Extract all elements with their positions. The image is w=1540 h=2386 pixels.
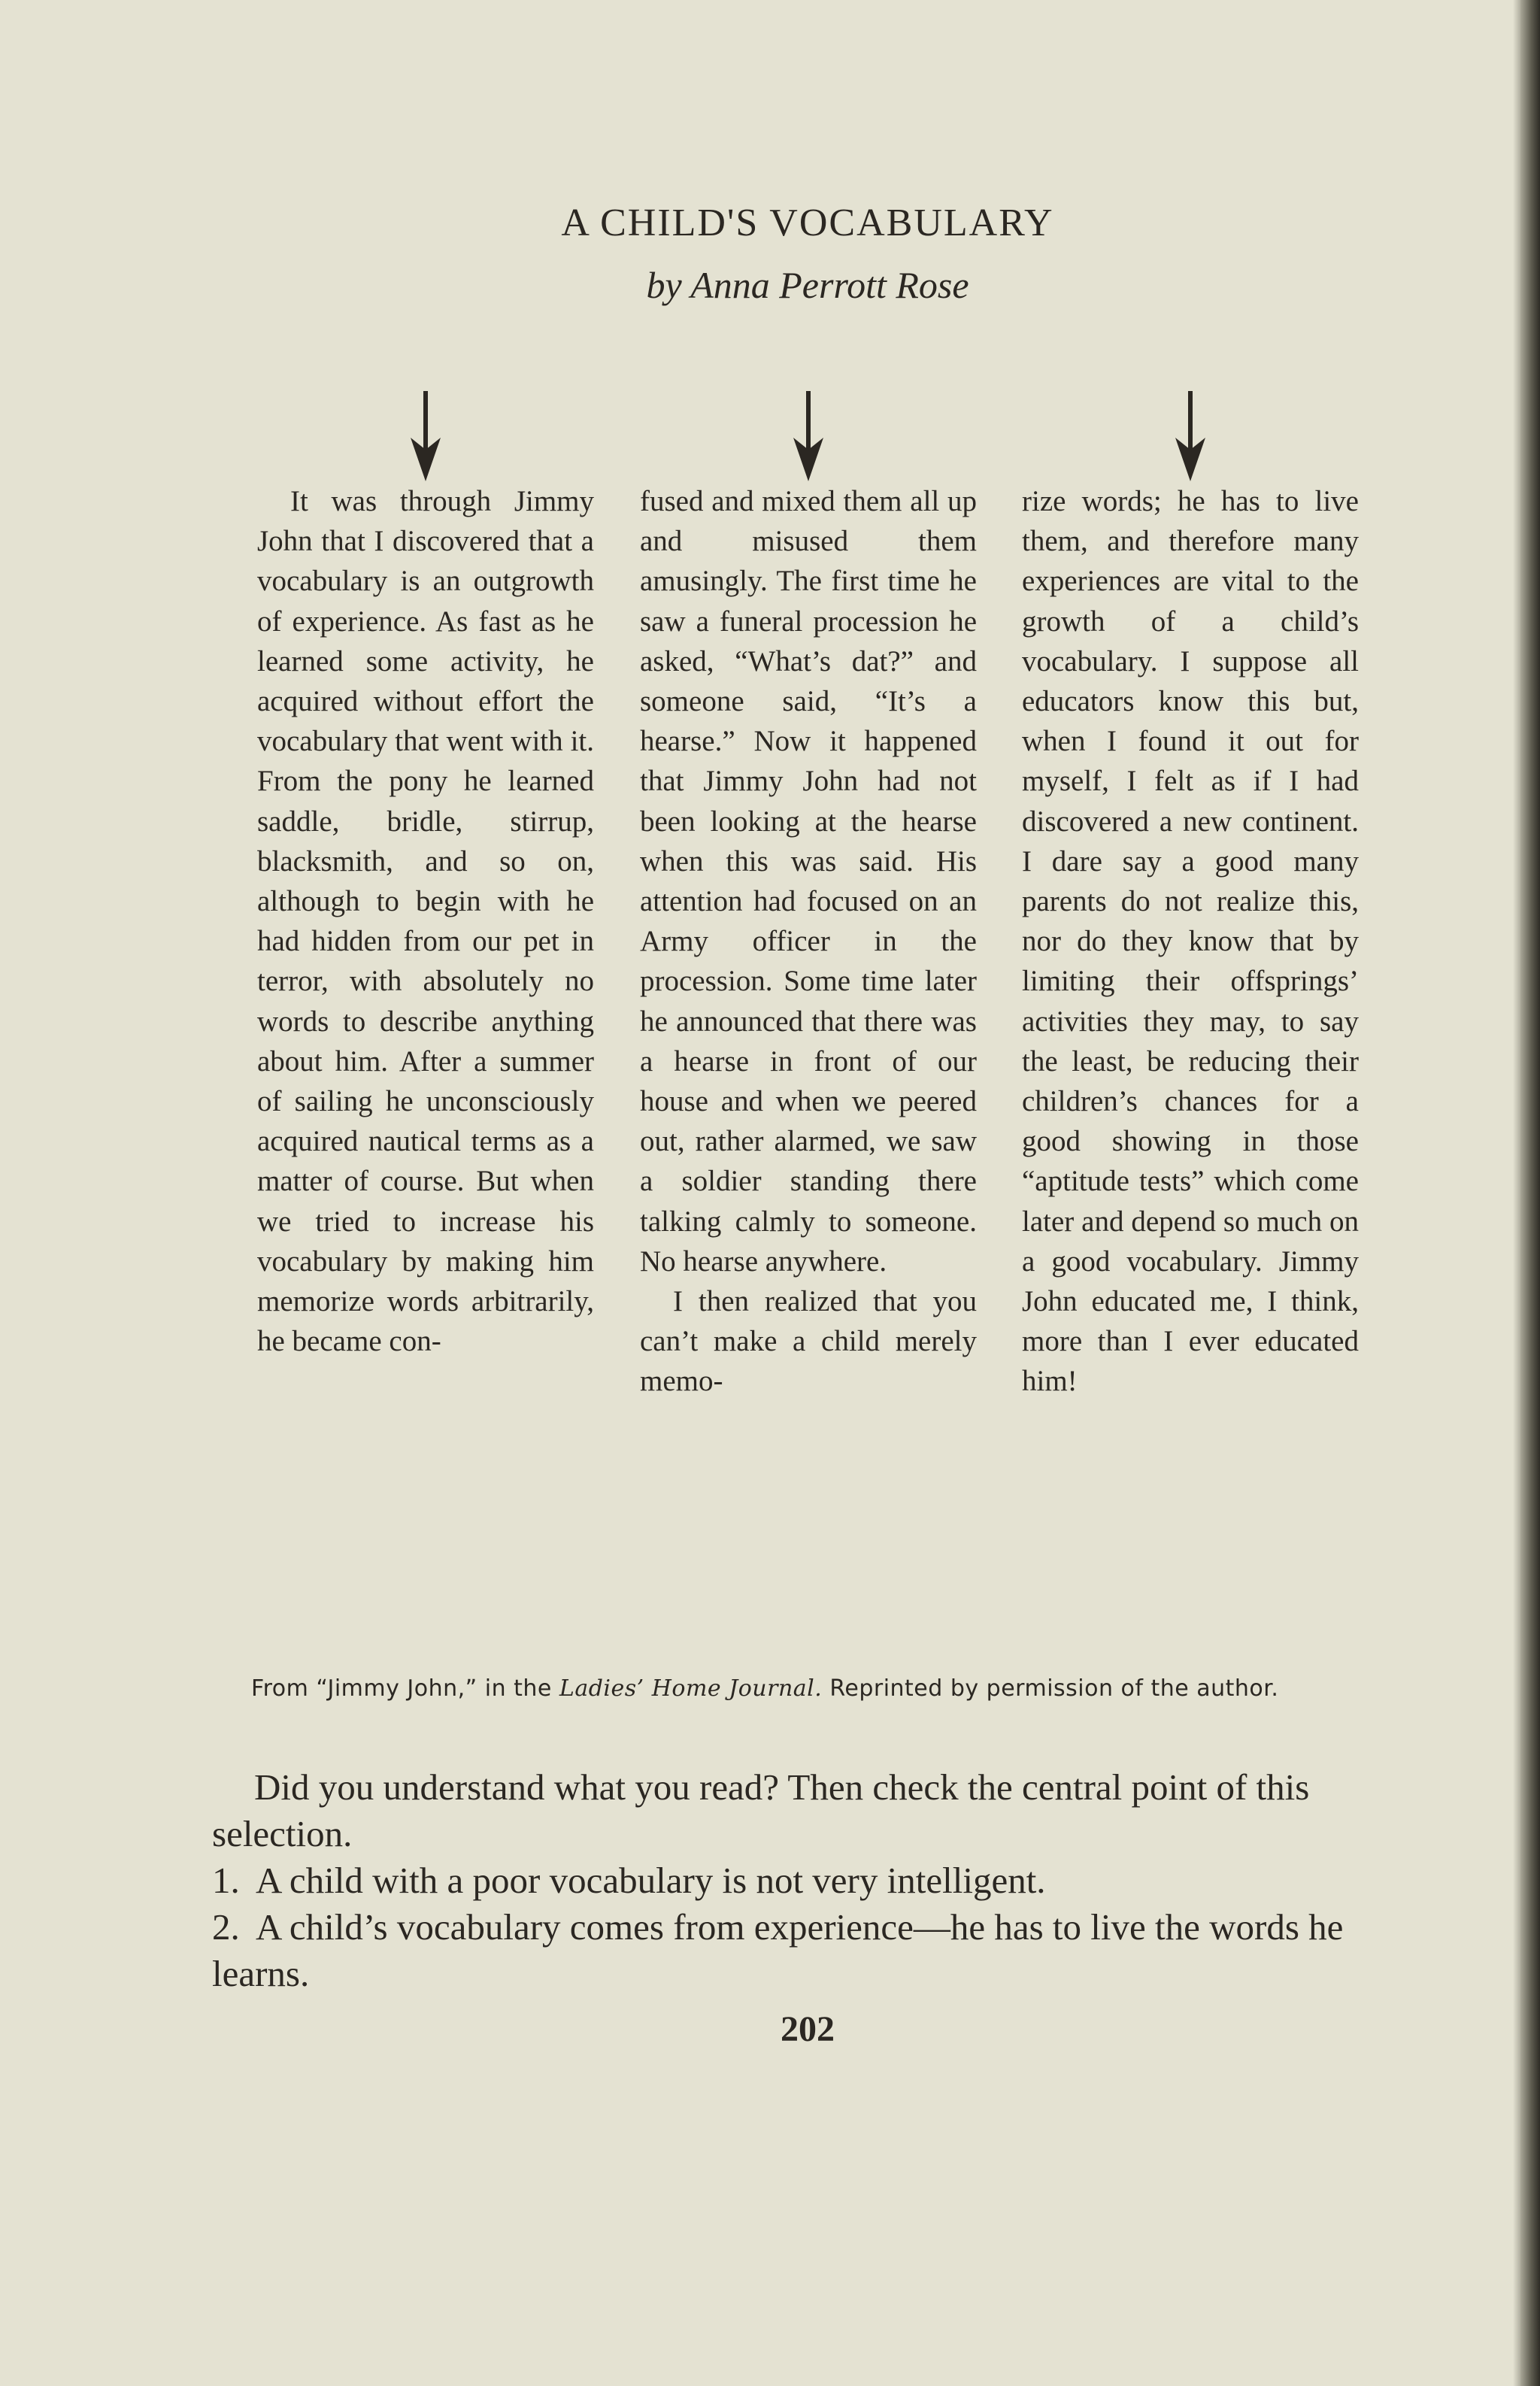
answer-option-2[interactable] [212,1904,1411,1997]
source-publication: Ladies’ Home Journal. [559,1675,823,1702]
article-title: A CHILD'S VOCABULARY [561,202,1054,244]
source-suffix: Reprinted by permission of the author. [829,1675,1279,1702]
paragraph: rize words; he has to live them, and therefore many experiences are vital to the growth of a child’s vocabulary. I suppose all educators know this but, when I found it out for myself, I felt as if I had discovered a new continent. I dare say a good many parents do not realize this, nor do they know that by limiting their offsprings’ activities they may, to say the least, be reducing their children’s chances for a good showing in those “aptitude tests” which come later and depend so much on a good vocabulary. Jimmy John educated me, I think, more than I ever educated him! [1022,485,1359,1398]
article-byline: by Anna Perrott Rose [646,264,969,306]
text-column-3 [1022,481,1359,1402]
question-intro: Did you understand what you read? Then check the central point of this selection. [212,1766,1310,1854]
down-arrow-icon [792,391,825,481]
option-text: A child’s vocabulary comes from experience—he has to live the words he learns. [212,1906,1344,1994]
source-note [212,1671,1408,1707]
page-number: 202 [781,2009,835,2049]
paragraph: I then realized that you can’t make a child merely memo- [640,1285,977,1398]
comprehension-question [212,1764,1411,1997]
option-number: 1. [212,1860,240,1901]
paragraph: It was through Jimmy John that I discovered that a vocabulary is an outgrowth of experience. As fast as he learned some activity, he acquired without effort the vocabulary that went with it. From the pony he learned saddle, bridle, stirrup, blacksmith, and so on, although to begin with he had hidden from our pet in terror, with absolutely no words to describe anything about him. After a summer of sailing he unconsciously acquired nautical terms as a matter of course. But when we tried to increase his vocabulary by making him memorize words arbitrarily, he became con- [257,485,594,1358]
source-prefix: From “Jimmy John,” in the [251,1675,552,1702]
down-arrow-icon [409,391,442,481]
option-number: 2. [212,1906,240,1948]
down-arrow-icon [1174,391,1207,481]
option-text: A child with a poor vocabulary is not very intelligent. [256,1860,1046,1901]
answer-option-1[interactable] [212,1857,1411,1904]
text-column-2 [640,481,977,1402]
text-column-1 [257,481,594,1361]
paragraph: fused and mixed them all up and misused them amusingly. The first time he saw a funeral procession he asked, “What’s dat?” and someone said, “It’s a hearse.” Now it happened that Jimmy John had not been looking at the hearse when this was said. His attention had focused on an Army officer in the procession. Some time later he announced that there was a hearse in front of our house and when we peered out, rather alarmed, we saw a soldier standing there talking calmly to someone. No hearse anywhere. [640,485,977,1278]
